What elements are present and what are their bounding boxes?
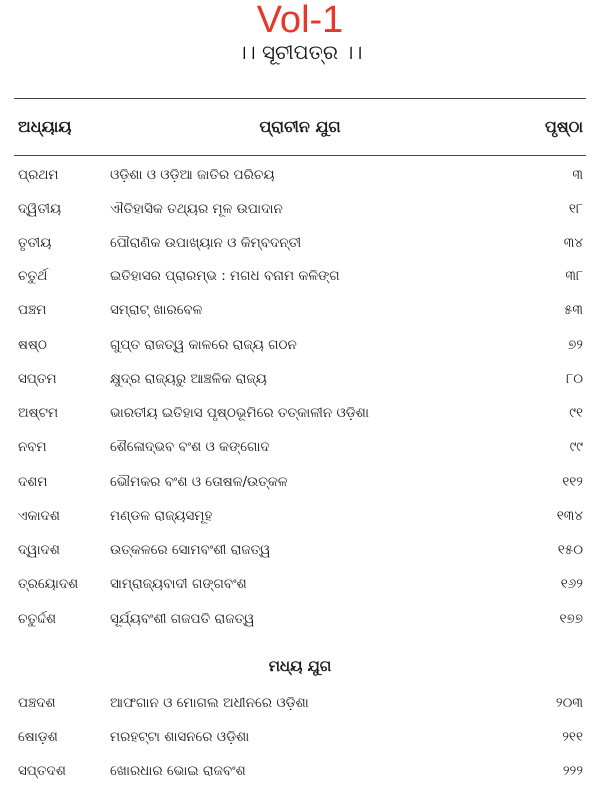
toc-row (0, 501, 600, 531)
page-number: ୧୩୪ (556, 508, 583, 524)
chapter-title: ଭାରତୀୟ ଇତିହାସ ପୃଷ୍ଠଭୂମିରେ ତତ୍କାଳୀନ ଓଡ଼ିଶା (110, 405, 369, 421)
page-number: ୩ (572, 167, 583, 183)
page-number: ୯୧ (569, 405, 583, 421)
toc-row (0, 432, 600, 462)
toc-row (0, 467, 600, 497)
chapter-title: ଐତିହାସିକ ତଥ୍ୟର ମୂଳ ଉପାଦାନ (110, 201, 283, 217)
chapter-number: ପ୍ରଥମ (18, 167, 59, 183)
volume-title: Vol-1 (256, 0, 344, 41)
chapter-number: ଏକାଦଶ (18, 508, 60, 524)
chapter-number: ଦ୍ୱାଦଶ (18, 542, 60, 558)
chapter-number: ଅଷ୍ଟମ (18, 405, 59, 421)
chapter-title: ସମ୍ରାଟ୍ ଖାରବେଳ (110, 302, 203, 318)
chapter-title: ଇତିହାସର ପ୍ରାରମ୍ଭ : ମଗଧ ବନାମ କଳିଙ୍ଗ (110, 268, 340, 284)
page-number: ୧୫୦ (557, 542, 583, 558)
page-number: ୩୪ (563, 235, 583, 251)
toc-row (0, 604, 600, 634)
era-heading: ପ୍ରାଚୀନ ଯୁଗ (259, 117, 341, 136)
toc-row (0, 398, 600, 428)
chapter-number: ଷଷ୍ଠ (18, 337, 47, 353)
toc-row (0, 261, 600, 291)
toc-header-row (0, 114, 600, 140)
page-number: ୨୨୨ (562, 763, 583, 779)
toc-row (0, 722, 600, 752)
toc-row (0, 756, 600, 786)
chapter-number: ପଞ୍ଚମ (18, 302, 47, 318)
page-number: ୮୦ (566, 371, 583, 387)
page-number: ୧୭୭ (559, 611, 583, 627)
chapter-title: ମଣ୍ଡଳ ରାଜ୍ୟସମୂହ (110, 508, 213, 524)
page-number: ୩୮ (565, 268, 583, 284)
chapter-title: ଭୌମକର ବଂଶ ଓ ତୋଷଳ/ଉତ୍କଳ (110, 474, 288, 490)
chapter-title: ଆଫଗାନ ଓ ମୋଗଲ ଅଧୀନରେ ଓଡ଼ିଶା (110, 695, 309, 711)
chapter-number: ସପ୍ତଦଶ (18, 763, 66, 779)
chapter-title: ଉତ୍କଳରେ ସୋମବଂଶୀ ରାଜତ୍ୱ (110, 542, 271, 558)
page-column-header: ପୃଷ୍ଠା (544, 117, 583, 136)
chapter-title: ପୌରାଣିକ ଉପାଖ୍ୟାନ ଓ କିମ୍ବଦନ୍ତୀ (110, 235, 302, 251)
page-number: ୧୮ (568, 201, 583, 217)
page-number: ୯୯ (569, 439, 583, 455)
toc-row (0, 569, 600, 599)
chapter-number: ତୃତୀୟ (18, 235, 52, 251)
chapter-number: ଚତୁର୍ଥ (18, 268, 48, 284)
chapter-title: ମରହଟ୍ଟା ଶାସନରେ ଓଡ଼ିଶା (110, 729, 250, 745)
toc-row (0, 535, 600, 565)
toc-row (0, 194, 600, 224)
page-number: ୧୧୨ (562, 474, 583, 490)
chapter-title: ଗୁପ୍ତ ରାଜତ୍ୱ କାଳରେ ରାଜ୍ୟ ଗଠନ (110, 337, 297, 353)
toc-subtitle: ।। ସୂଚୀପତ୍ର ।। (237, 40, 363, 64)
chapter-title: କ୍ଷୁଦ୍ର ରାଜ୍ୟରୁ ଆଞ୍ଚଳିକ ରାଜ୍ୟ (110, 371, 267, 387)
chapter-number: ଷୋଡ଼ଶ (18, 729, 58, 745)
chapter-number: ଚତୁର୍ଦ୍ଦଶ (18, 611, 57, 627)
page-number: ୧୬୨ (560, 576, 583, 592)
page-number: ୭୨ (568, 337, 583, 353)
chapter-number: ତ୍ରୟୋଦଶ (18, 576, 79, 592)
chapter-number: ପଞ୍ଚଦଶ (18, 695, 56, 711)
toc-row (0, 688, 600, 718)
top-divider (14, 98, 586, 99)
chapter-number: ସପ୍ତମ (18, 371, 57, 387)
toc-row (0, 228, 600, 258)
toc-row (0, 160, 600, 190)
chapter-column-header: ଅଧ୍ୟାୟ (18, 117, 72, 136)
chapter-title: ସାମ୍ରାଜ୍ୟବାଦୀ ଗଙ୍ଗବଂଶ (110, 576, 247, 592)
page-number: ୫୩ (563, 302, 583, 318)
header-divider (14, 155, 586, 156)
page-number: ୨୧୧ (562, 729, 583, 745)
section-heading-medieval: ମଧ୍ୟ ଯୁଗ (268, 657, 332, 675)
chapter-title: ସୂର୍ଯ୍ୟବଂଶୀ ଗଜପତି ରାଜତ୍ୱ (110, 611, 255, 627)
page-number: ୨୦୩ (555, 695, 583, 711)
chapter-number: ନବମ (18, 439, 47, 455)
chapter-title: ଶୈଳୋଦ୍ଭବ ବଂଶ ଓ କଙ୍ଗୋଦ (110, 439, 270, 455)
chapter-number: ଦଶମ (18, 474, 48, 490)
toc-row (0, 364, 600, 394)
chapter-number: ଦ୍ୱିତୀୟ (18, 201, 62, 217)
toc-row (0, 295, 600, 325)
chapter-title: ଓଡ଼ିଶା ଓ ଓଡ଼ିଆ ଜାତିର ପରିଚୟ (110, 167, 275, 183)
chapter-title: ଖୋରଧାର ଭୋଇ ରାଜବଂଶ (110, 763, 246, 779)
toc-row (0, 330, 600, 360)
